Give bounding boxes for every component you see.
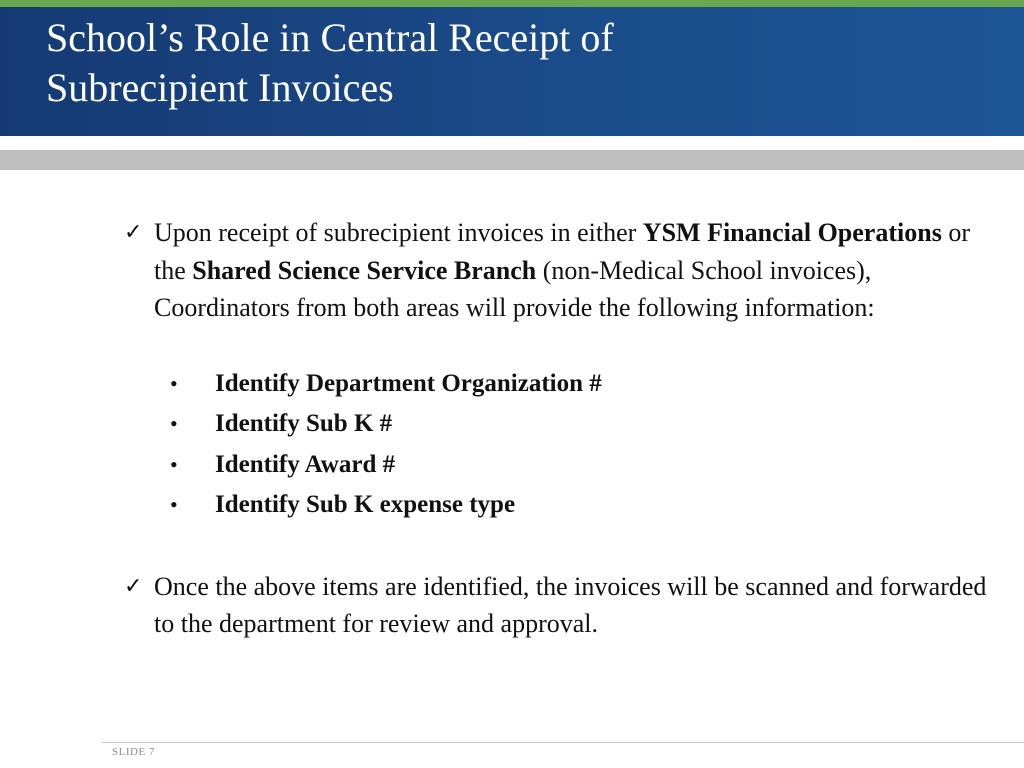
receipt-text-3: (non-Medical School invoices), Coordinators from both areas will provide the following information: [154,255,875,322]
slide-title [46,13,986,113]
checkmark-icon: ✓ [124,573,143,599]
footer-divider [102,742,1024,743]
list-item [118,404,988,445]
receipt-text-1: Upon receipt of subrecipient invoices in either [154,218,643,247]
check-item-receipt [118,214,988,327]
slide-number: SLIDE 7 [112,746,155,758]
slide-content [118,214,988,643]
bullet-dot-icon: • [170,411,178,436]
checkmark-icon: ✓ [124,220,143,245]
list-item-text: Identify Sub K expense type [215,491,516,518]
list-item-text: Identify Department Organization # [215,369,602,397]
gray-divider-band [0,150,1024,170]
title-bar [0,7,1024,136]
list-item-text: Identify Sub K # [215,410,393,437]
shared-science-service-branch: Shared Science Service Branch [192,255,537,285]
ysm-financial-operations: YSM Financial Operations [642,218,942,247]
list-item [118,364,988,405]
identify-list [118,364,988,526]
top-accent-bar [0,0,1024,7]
forwarding-text: Once the above items are identified, the invoices will be scanned and forwarded to the department for review and approval. [154,571,987,638]
list-item [118,445,988,486]
list-item [118,485,988,526]
bullet-dot-icon: • [170,492,178,517]
list-item-text: Identify Award # [215,450,396,478]
bullet-dot-icon: • [170,370,178,396]
receipt-text-2: or the [154,218,970,285]
bullet-dot-icon: • [170,451,178,477]
slide-title-line-1: School’s Role in Central Receipt of [46,15,614,60]
check-item-forwarding [118,568,988,643]
slide-title-line-2: Subrecipient Invoices [46,65,394,110]
